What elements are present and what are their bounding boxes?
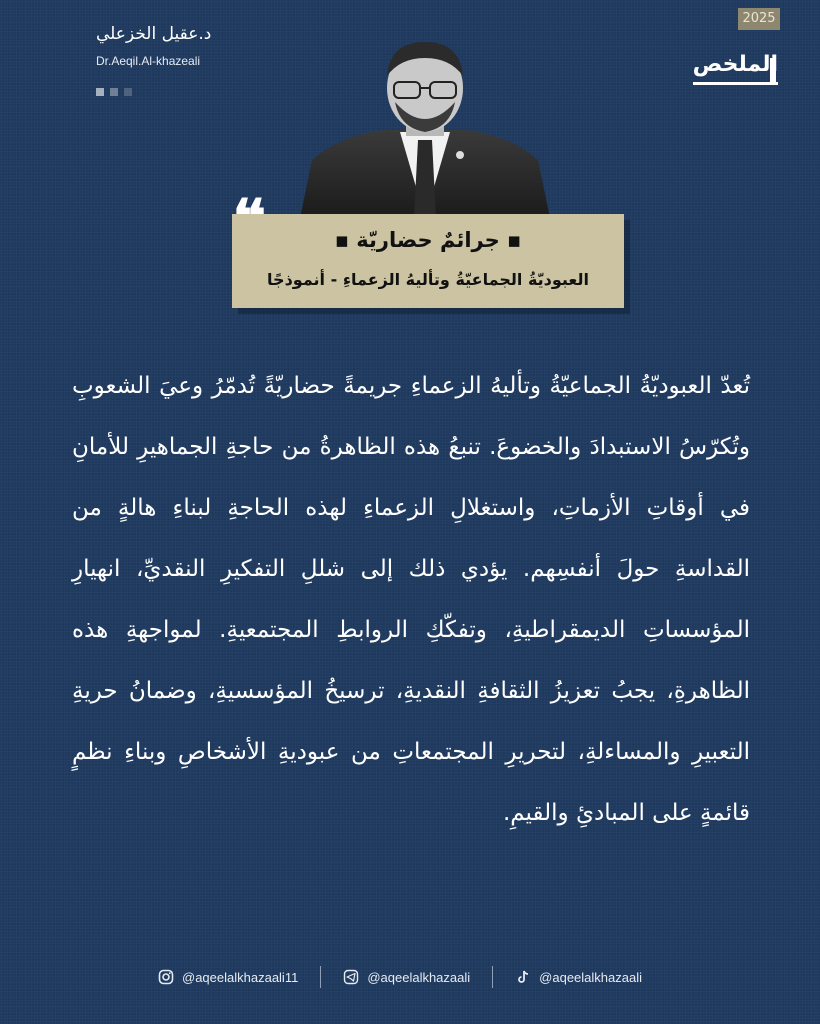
telegram-handle: @aqeelalkhazaali xyxy=(367,969,471,985)
author-portrait xyxy=(300,40,550,218)
decorative-dots xyxy=(96,88,132,96)
author-name-arabic: د.عقيل الخزعلي xyxy=(96,24,212,44)
year-badge: 2025 xyxy=(738,8,780,30)
author-name-english: Dr.Aeqil.Al-khazeali xyxy=(96,54,201,68)
footer-divider xyxy=(492,966,493,988)
title-subtitle: العبوديّةُ الجماعيّةُ وتأليهُ الزعماءِ - أنموذجًا xyxy=(267,270,589,289)
title-main: ▪ جرائمٌ حضاريّة ▪ xyxy=(334,228,522,252)
summary-body-text: تُعدّ العبوديّةُ الجماعيّةُ وتأليهُ الزعماءِ جريمةً حضاريّةً تُدمّرُ وعيَ الشعوبِ وتُكرّسُ الاستبدادَ والخضوعَ. تنبعُ هذه الظاهرةُ من حاجةِ الجماهيرِ للأمانِ في أوقاتِ الأزماتِ، واستغلالِ الزعماءِ لهذه الحاجةِ لبناءِ هالةٍ من القداسةِ حولَ أنفسِهم. يؤدي ذلك إلى شللِ التفكيرِ النقديِّ، انهيارِ المؤسساتِ الديمقراطيةِ، وتفكّكِ الروابطِ المجتمعيةِ. لمواجهةِ هذه الظاهرةِ، يجبُ تعزيزُ الثقافةِ النقديةِ، ترسيخُ المؤسسيةِ، وضمانُ حريةِ التعبيرِ والمساءلةِ، لتحريرِ المجتمعاتِ من عبوديةِ الأشخاصِ وبناءِ نظمٍ قائمةٍ على المبادئِ والقيمِ. xyxy=(72,373,750,826)
telegram-icon xyxy=(343,969,359,985)
instagram-handle-item[interactable] xyxy=(158,969,298,985)
tiktok-handle: @aqeelalkhazaali xyxy=(539,969,642,985)
tiktok-icon xyxy=(515,969,531,985)
title-box xyxy=(232,214,624,308)
social-footer xyxy=(158,966,642,988)
instagram-handle: @aqeelalkhazaali11 xyxy=(182,969,299,985)
footer-divider xyxy=(320,966,321,988)
section-label: الملخص xyxy=(693,52,778,81)
tiktok-handle-item[interactable] xyxy=(515,969,642,985)
instagram-icon xyxy=(158,969,174,985)
telegram-handle-item[interactable] xyxy=(343,969,470,985)
